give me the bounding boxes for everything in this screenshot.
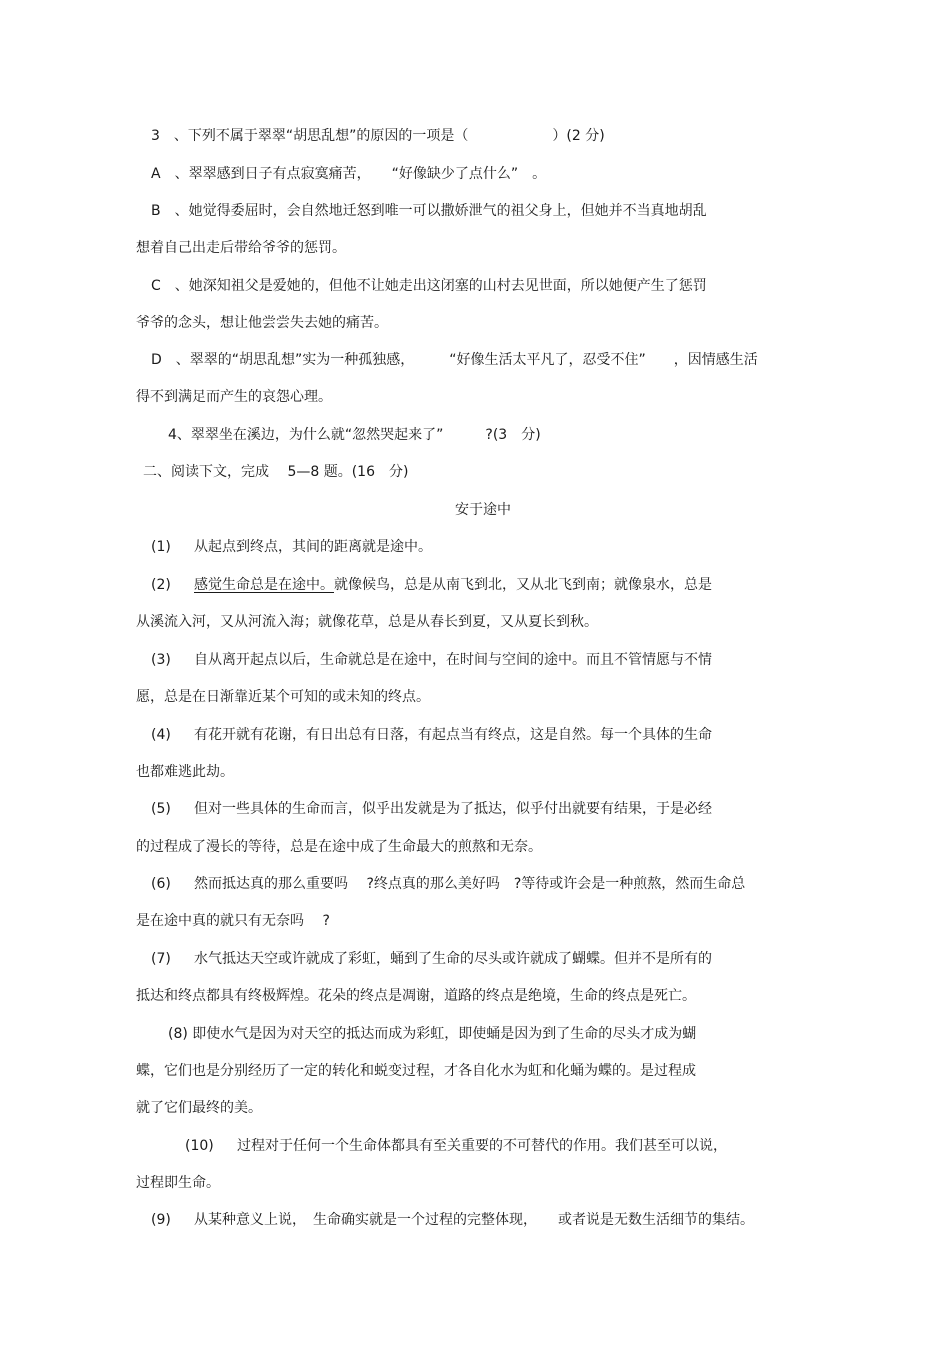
para-8-line1: (8) 即使水气是因为对天空的抵达而成为彩虹，即使蛹是因为到了生命的尽头才成为蝴 (168, 1026, 697, 1042)
option-b-line2: 想着自己出走后带给爷爷的惩罚。 (136, 240, 346, 256)
para-10-num: (10) (185, 1138, 214, 1154)
para-6-line2: 是在途中真的就只有无奈吗 ? (136, 913, 330, 929)
underlined-sentence: 感觉生命总是在途中。 (194, 577, 334, 593)
para-5-num: (5) (151, 801, 171, 817)
para-1-text: 从起点到终点，其间的距离就是途中。 (194, 539, 432, 555)
option-c-line2: 爷爷的念头，想让他尝尝失去她的痛苦。 (136, 315, 388, 331)
para-3-num: (3) (151, 652, 171, 668)
para-7-line2: 抵达和终点都具有终极辉煌。花朵的终点是凋谢，道路的终点是绝境，生命的终点是死亡。 (136, 988, 696, 1004)
section-heading: 二、阅读下文，完成 5—8 题。(16 分) (143, 464, 409, 480)
para-8-line3: 就了它们最终的美。 (136, 1100, 262, 1116)
para-3-line1: 自从离开起点以后，生命就总是在途中，在时间与空间的途中。而且不管情愿与不情 (194, 652, 712, 668)
para-7-line1: 水气抵达天空或许就成了彩虹，蛹到了生命的尽头或许就成了蝴蝶。但并不是所有的 (194, 951, 712, 967)
option-c-line1: C 、她深知祖父是爱她的，但他不让她走出这闭塞的山村去见世面，所以她便产生了惩罚 (151, 278, 707, 294)
article-title: 安于途中 (455, 502, 511, 518)
para-6-num: (6) (151, 876, 171, 892)
para-10-line1: 过程对于任何一个生命体都具有至关重要的不可替代的作用。我们甚至可以说， (237, 1138, 727, 1154)
para-5-line1: 但对一些具体的生命而言，似乎出发就是为了抵达，似乎付出就要有结果，于是必经 (194, 801, 712, 817)
question-4: 4、翠翠坐在溪边，为什么就“忽然哭起来了” ?(3 分) (168, 427, 541, 443)
para-5-line2: 的过程成了漫长的等待，总是在途中成了生命最大的煎熬和无奈。 (136, 839, 542, 855)
para-8-line2: 蝶，它们也是分别经历了一定的转化和蜕变过程，才各自化水为虹和化蛹为蝶的。是过程成 (136, 1063, 696, 1079)
option-b-line1: B 、她觉得委屈时，会自然地迁怒到唯一可以撒娇泄气的祖父身上，但她并不当真地胡乱 (151, 203, 707, 219)
para-10-line2: 过程即生命。 (136, 1175, 220, 1191)
option-d-line2: 得不到满足而产生的哀怨心理。 (136, 389, 332, 405)
question-3: 3 、下列不属于翠翠“胡思乱想”的原因的一项是（ ）(2 分) (151, 128, 605, 144)
option-d-line1: D 、翠翠的“胡思乱想”实为一种孤独感， “好像生活太平凡了，忍受不住” ，因情感生活 (151, 352, 758, 368)
para-6-line1: 然而抵达真的那么重要吗 ?终点真的那么美好吗 ?等待或许会是一种煎熬，然而生命总 (194, 876, 746, 892)
para-4-num: (4) (151, 727, 171, 743)
para-2-num: (2) (151, 577, 171, 593)
para-2-rest: 就像候鸟，总是从南飞到北，又从北飞到南；就像泉水，总是 (334, 577, 712, 593)
para-4-line1: 有花开就有花谢，有日出总有日落，有起点当有终点，这是自然。每一个具体的生命 (194, 727, 712, 743)
para-4-line2: 也都难逃此劫。 (136, 764, 234, 780)
option-a: A 、翠翠感到日子有点寂寞痛苦， “好像缺少了点什么” 。 (151, 166, 547, 182)
para-2-line1 (194, 576, 712, 594)
para-7-num: (7) (151, 951, 171, 967)
para-9-line1: 从某种意义上说， 生命确实就是一个过程的完整体现， 或者说是无数生活细节的集结。 (194, 1212, 754, 1228)
para-3-line2: 愿，总是在日渐靠近某个可知的或未知的终点。 (136, 689, 430, 705)
para-2-line2: 从溪流入河，又从河流入海；就像花草，总是从春长到夏，又从夏长到秋。 (136, 614, 598, 630)
para-1-num: (1) (151, 539, 171, 555)
para-9-num: (9) (151, 1212, 171, 1228)
